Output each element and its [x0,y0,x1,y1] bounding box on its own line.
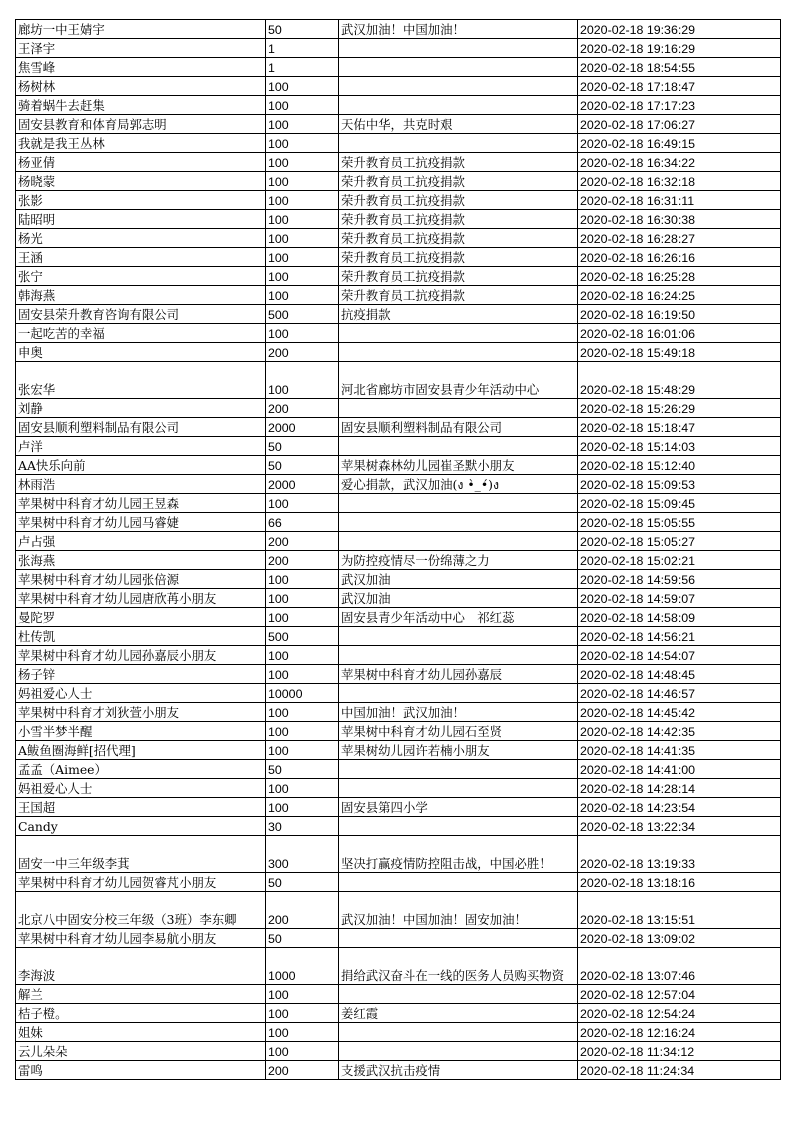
table-row [16,267,781,286]
timestamp-cell: 2020-02-18 16:34:22 [578,153,781,172]
donor-name-cell: 固安县顺利塑料制品有限公司 [16,418,266,437]
table-row [16,494,781,513]
table-row [16,153,781,172]
amount-cell: 50 [266,437,339,456]
amount-cell: 50 [266,20,339,39]
table-row [16,646,781,665]
donor-name-cell: 林雨浩 [16,475,266,494]
message-cell: 荣升教育员工抗疫捐款 [339,191,578,210]
timestamp-cell: 2020-02-18 15:14:03 [578,437,781,456]
donor-name-cell: 杨子锌 [16,665,266,684]
timestamp-cell: 2020-02-18 16:31:11 [578,191,781,210]
timestamp-cell: 2020-02-18 17:17:23 [578,96,781,115]
table-row [16,985,781,1004]
amount-cell: 200 [266,532,339,551]
amount-cell: 100 [266,172,339,191]
donor-name-cell: 王涵 [16,248,266,267]
donor-name-cell: 李海波 [16,948,266,985]
amount-cell: 1 [266,39,339,58]
message-cell: 支援武汉抗击疫情 [339,1061,578,1080]
message-cell: 固安县青少年活动中心 祁红蕊 [339,608,578,627]
message-cell [339,627,578,646]
timestamp-cell: 2020-02-18 14:59:07 [578,589,781,608]
amount-cell: 100 [266,153,339,172]
timestamp-cell: 2020-02-18 15:12:40 [578,456,781,475]
message-cell [339,1023,578,1042]
message-cell: 中国加油！武汉加油！ [339,703,578,722]
amount-cell: 500 [266,627,339,646]
message-cell: 天佑中华，共克时艰 [339,115,578,134]
table-row [16,437,781,456]
table-row [16,96,781,115]
amount-cell: 100 [266,229,339,248]
amount-cell: 100 [266,494,339,513]
message-cell: 荣升教育员工抗疫捐款 [339,286,578,305]
amount-cell: 1 [266,58,339,77]
donor-name-cell: 杨树林 [16,77,266,96]
message-cell [339,324,578,343]
donor-name-cell: 苹果树中科育才幼儿园王昱森 [16,494,266,513]
table-row [16,608,781,627]
message-cell: 荣升教育员工抗疫捐款 [339,172,578,191]
timestamp-cell: 2020-02-18 17:18:47 [578,77,781,96]
table-row [16,229,781,248]
timestamp-cell: 2020-02-18 14:42:35 [578,722,781,741]
amount-cell: 100 [266,134,339,153]
timestamp-cell: 2020-02-18 13:15:51 [578,892,781,929]
table-row [16,892,781,929]
donor-name-cell: 张海燕 [16,551,266,570]
amount-cell: 100 [266,722,339,741]
message-cell: 爱心捐款，武汉加油(ง •̀_•́)ง [339,475,578,494]
message-cell: 苹果树中科育才幼儿园孙嘉辰 [339,665,578,684]
table-row [16,418,781,437]
amount-cell: 100 [266,646,339,665]
timestamp-cell: 2020-02-18 13:22:34 [578,817,781,836]
table-row [16,741,781,760]
timestamp-cell: 2020-02-18 14:41:00 [578,760,781,779]
table-row [16,343,781,362]
message-cell [339,532,578,551]
timestamp-cell: 2020-02-18 14:41:35 [578,741,781,760]
table-row [16,1023,781,1042]
table-row [16,929,781,948]
amount-cell: 100 [266,362,339,399]
table-row [16,1004,781,1023]
table-row [16,248,781,267]
message-cell [339,985,578,1004]
donor-name-cell: AA快乐向前 [16,456,266,475]
table-row [16,760,781,779]
message-cell [339,134,578,153]
amount-cell: 100 [266,665,339,684]
donor-name-cell: 杜传凯 [16,627,266,646]
table-row [16,115,781,134]
donor-name-cell: 王泽宇 [16,39,266,58]
donor-name-cell: 卢洋 [16,437,266,456]
table-row [16,172,781,191]
timestamp-cell: 2020-02-18 16:49:15 [578,134,781,153]
message-cell [339,1042,578,1061]
message-cell: 固安县第四小学 [339,798,578,817]
donor-name-cell: 苹果树中科育才刘狄萱小朋友 [16,703,266,722]
table-row [16,684,781,703]
amount-cell: 100 [266,248,339,267]
donor-name-cell: 韩海燕 [16,286,266,305]
amount-cell: 100 [266,741,339,760]
message-cell: 荣升教育员工抗疫捐款 [339,153,578,172]
message-cell [339,513,578,532]
timestamp-cell: 2020-02-18 11:34:12 [578,1042,781,1061]
timestamp-cell: 2020-02-18 19:36:29 [578,20,781,39]
timestamp-cell: 2020-02-18 15:02:21 [578,551,781,570]
table-row [16,722,781,741]
amount-cell: 2000 [266,418,339,437]
donor-name-cell: 妈祖爱心人士 [16,779,266,798]
timestamp-cell: 2020-02-18 17:06:27 [578,115,781,134]
table-row [16,873,781,892]
donor-name-cell: 焦雪峰 [16,58,266,77]
amount-cell: 100 [266,1042,339,1061]
table-row [16,513,781,532]
amount-cell: 200 [266,1061,339,1080]
donation-table [15,19,781,1080]
timestamp-cell: 2020-02-18 16:01:06 [578,324,781,343]
timestamp-cell: 2020-02-18 15:09:45 [578,494,781,513]
message-cell: 抗疫捐款 [339,305,578,324]
table-row [16,779,781,798]
message-cell [339,77,578,96]
amount-cell: 200 [266,551,339,570]
donor-name-cell: 妈祖爱心人士 [16,684,266,703]
message-cell: 武汉加油！中国加油！ [339,20,578,39]
message-cell [339,684,578,703]
message-cell: 苹果树中科育才幼儿园石至贤 [339,722,578,741]
timestamp-cell: 2020-02-18 19:16:29 [578,39,781,58]
message-cell: 姜红霞 [339,1004,578,1023]
table-row [16,210,781,229]
table-row [16,58,781,77]
message-cell [339,96,578,115]
message-cell: 捐给武汉奋斗在一线的医务人员购买物资 [339,948,578,985]
amount-cell: 200 [266,399,339,418]
table-row [16,836,781,873]
table-row [16,627,781,646]
donor-name-cell: 苹果树中科育才幼儿园李易航小朋友 [16,929,266,948]
amount-cell: 50 [266,456,339,475]
table-row [16,948,781,985]
amount-cell: 100 [266,703,339,722]
table-row [16,362,781,399]
message-cell: 荣升教育员工抗疫捐款 [339,229,578,248]
donor-name-cell: 孟孟（Aimee） [16,760,266,779]
timestamp-cell: 2020-02-18 16:26:16 [578,248,781,267]
amount-cell: 10000 [266,684,339,703]
donor-name-cell: 小雪半梦半醒 [16,722,266,741]
timestamp-cell: 2020-02-18 15:26:29 [578,399,781,418]
message-cell [339,343,578,362]
amount-cell: 2000 [266,475,339,494]
donor-name-cell: 杨晓蒙 [16,172,266,191]
table-row [16,665,781,684]
donor-name-cell: 陆昭明 [16,210,266,229]
message-cell [339,646,578,665]
message-cell [339,817,578,836]
amount-cell: 100 [266,570,339,589]
amount-cell: 100 [266,267,339,286]
donor-name-cell: 苹果树中科育才幼儿园唐欣苒小朋友 [16,589,266,608]
timestamp-cell: 2020-02-18 18:54:55 [578,58,781,77]
donor-name-cell: Candy [16,817,266,836]
timestamp-cell: 2020-02-18 15:49:18 [578,343,781,362]
donor-name-cell: 云儿朵朵 [16,1042,266,1061]
amount-cell: 100 [266,77,339,96]
donor-name-cell: 苹果树中科育才幼儿园张倍源 [16,570,266,589]
amount-cell: 1000 [266,948,339,985]
message-cell: 武汉加油 [339,589,578,608]
table-row [16,703,781,722]
amount-cell: 100 [266,286,339,305]
message-cell: 坚决打赢疫情防控阻击战，中国必胜！ [339,836,578,873]
timestamp-cell: 2020-02-18 15:05:55 [578,513,781,532]
message-cell [339,929,578,948]
timestamp-cell: 2020-02-18 14:58:09 [578,608,781,627]
timestamp-cell: 2020-02-18 13:09:02 [578,929,781,948]
donor-name-cell: 固安县荣升教育咨询有限公司 [16,305,266,324]
donor-name-cell: 一起吃苦的幸福 [16,324,266,343]
amount-cell: 100 [266,985,339,1004]
donor-name-cell: 苹果树中科育才幼儿园马睿婕 [16,513,266,532]
message-cell: 苹果树森林幼儿园崔圣默小朋友 [339,456,578,475]
donor-name-cell: 刘静 [16,399,266,418]
table-row [16,39,781,58]
timestamp-cell: 2020-02-18 14:59:56 [578,570,781,589]
timestamp-cell: 2020-02-18 16:30:38 [578,210,781,229]
message-cell [339,58,578,77]
table-row [16,77,781,96]
donor-name-cell: 苹果树中科育才幼儿园孙嘉辰小朋友 [16,646,266,665]
amount-cell: 100 [266,779,339,798]
message-cell: 为防控疫情尽一份绵薄之力 [339,551,578,570]
amount-cell: 100 [266,608,339,627]
donor-name-cell: 雷鸣 [16,1061,266,1080]
timestamp-cell: 2020-02-18 12:54:24 [578,1004,781,1023]
donor-name-cell: 张宏华 [16,362,266,399]
timestamp-cell: 2020-02-18 16:28:27 [578,229,781,248]
amount-cell: 100 [266,798,339,817]
timestamp-cell: 2020-02-18 14:56:21 [578,627,781,646]
donor-name-cell: 骑着蜗牛去赶集 [16,96,266,115]
amount-cell: 200 [266,892,339,929]
table-row [16,551,781,570]
message-cell: 河北省廊坊市固安县青少年活动中心 [339,362,578,399]
timestamp-cell: 2020-02-18 14:45:42 [578,703,781,722]
message-cell: 固安县顺利塑料制品有限公司 [339,418,578,437]
amount-cell: 300 [266,836,339,873]
timestamp-cell: 2020-02-18 14:46:57 [578,684,781,703]
timestamp-cell: 2020-02-18 14:54:07 [578,646,781,665]
timestamp-cell: 2020-02-18 14:23:54 [578,798,781,817]
table-row [16,532,781,551]
timestamp-cell: 2020-02-18 14:48:45 [578,665,781,684]
donor-name-cell: 曼陀罗 [16,608,266,627]
table-row [16,589,781,608]
message-cell [339,437,578,456]
table-row [16,798,781,817]
timestamp-cell: 2020-02-18 16:32:18 [578,172,781,191]
timestamp-cell: 2020-02-18 16:24:25 [578,286,781,305]
message-cell [339,494,578,513]
table-row [16,475,781,494]
donor-name-cell: 桔子橙。 [16,1004,266,1023]
table-row [16,399,781,418]
message-cell: 荣升教育员工抗疫捐款 [339,248,578,267]
timestamp-cell: 2020-02-18 15:05:27 [578,532,781,551]
message-cell: 苹果树幼儿园许若楠小朋友 [339,741,578,760]
timestamp-cell: 2020-02-18 14:28:14 [578,779,781,798]
timestamp-cell: 2020-02-18 15:18:47 [578,418,781,437]
amount-cell: 100 [266,1023,339,1042]
table-row [16,305,781,324]
donor-name-cell: 北京八中固安分校三年级（3班）李东卿 [16,892,266,929]
amount-cell: 30 [266,817,339,836]
table-row [16,324,781,343]
amount-cell: 100 [266,191,339,210]
message-cell: 武汉加油 [339,570,578,589]
donor-name-cell: 固安县教育和体育局郭志明 [16,115,266,134]
donor-name-cell: 杨亚倩 [16,153,266,172]
message-cell: 荣升教育员工抗疫捐款 [339,267,578,286]
amount-cell: 100 [266,210,339,229]
amount-cell: 100 [266,1004,339,1023]
amount-cell: 100 [266,324,339,343]
donor-name-cell: A鲅鱼圈海鲜[招代理] [16,741,266,760]
timestamp-cell: 2020-02-18 15:48:29 [578,362,781,399]
donor-name-cell: 姐妹 [16,1023,266,1042]
message-cell: 武汉加油！中国加油！固安加油！ [339,892,578,929]
table-row [16,134,781,153]
table-row [16,191,781,210]
timestamp-cell: 2020-02-18 13:19:33 [578,836,781,873]
amount-cell: 500 [266,305,339,324]
timestamp-cell: 2020-02-18 13:07:46 [578,948,781,985]
donor-name-cell: 张宁 [16,267,266,286]
amount-cell: 50 [266,873,339,892]
message-cell: 荣升教育员工抗疫捐款 [339,210,578,229]
donor-name-cell: 卢占强 [16,532,266,551]
donor-name-cell: 张影 [16,191,266,210]
timestamp-cell: 2020-02-18 11:24:34 [578,1061,781,1080]
table-row [16,570,781,589]
table-row [16,456,781,475]
table-row [16,1061,781,1080]
message-cell [339,39,578,58]
timestamp-cell: 2020-02-18 13:18:16 [578,873,781,892]
donor-name-cell: 杨光 [16,229,266,248]
timestamp-cell: 2020-02-18 12:16:24 [578,1023,781,1042]
timestamp-cell: 2020-02-18 16:19:50 [578,305,781,324]
amount-cell: 50 [266,760,339,779]
message-cell [339,873,578,892]
donor-name-cell: 廊坊一中王婧宇 [16,20,266,39]
timestamp-cell: 2020-02-18 15:09:53 [578,475,781,494]
amount-cell: 66 [266,513,339,532]
amount-cell: 50 [266,929,339,948]
timestamp-cell: 2020-02-18 16:25:28 [578,267,781,286]
table-row [16,20,781,39]
donor-name-cell: 固安一中三年级李萁 [16,836,266,873]
message-cell [339,779,578,798]
table-row [16,286,781,305]
message-cell [339,760,578,779]
donor-name-cell: 王国超 [16,798,266,817]
amount-cell: 100 [266,115,339,134]
amount-cell: 100 [266,589,339,608]
table-row [16,817,781,836]
donor-name-cell: 申奥 [16,343,266,362]
donor-name-cell: 我就是我王丛林 [16,134,266,153]
donor-name-cell: 苹果树中科育才幼儿园贺睿芃小朋友 [16,873,266,892]
donation-table-body [16,20,781,1080]
amount-cell: 100 [266,96,339,115]
amount-cell: 200 [266,343,339,362]
message-cell [339,399,578,418]
donor-name-cell: 解兰 [16,985,266,1004]
table-row [16,1042,781,1061]
timestamp-cell: 2020-02-18 12:57:04 [578,985,781,1004]
